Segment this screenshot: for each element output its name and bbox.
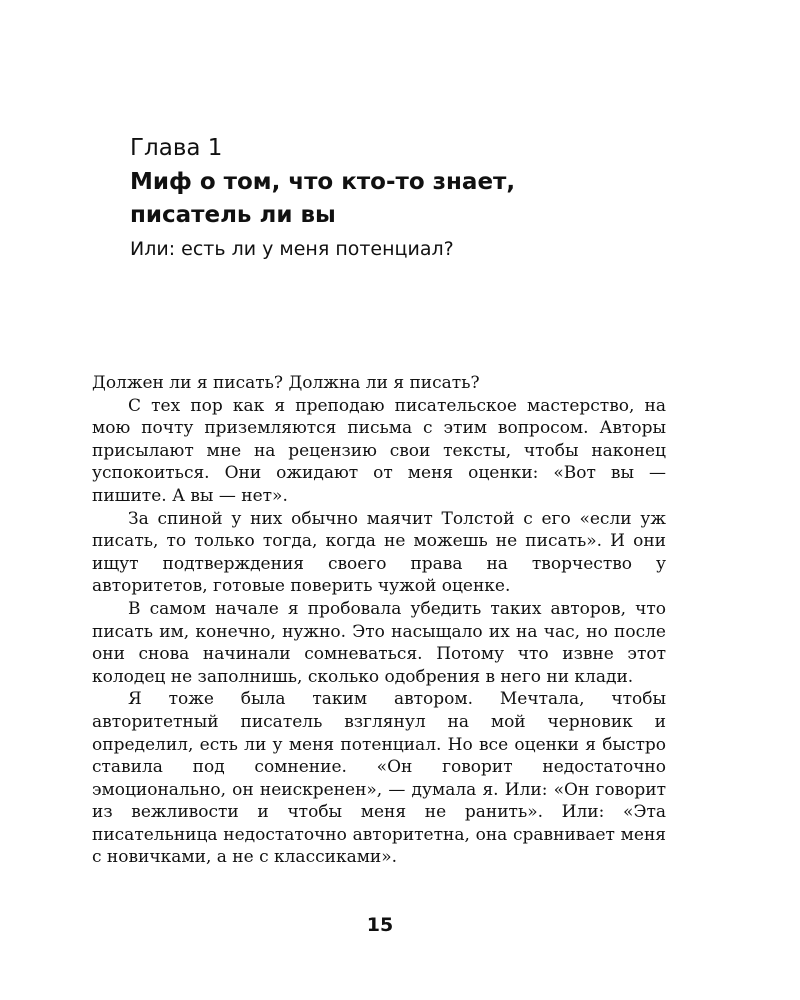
chapter-subtitle: Или: есть ли у меня потенциал? [130,238,454,260]
body-text [92,372,666,869]
paragraph-lead-question: Должен ли я писать? Должна ли я писать? [92,373,480,393]
paragraph: Я тоже была таким автором. Мечтала, чтобы авторитетный писатель взглянул на мой черновик и определил, есть ли у меня потенциал. Но все оценки я быстро ставила под сомнение. «Он говорит недостаточно эмоционально, он неискренен», — думала я. Или: «Он говорит из вежливости и чтобы меня не ранить». Или: «Эта писательница недостаточно авторитетна, она сравнивает меня с новичками, а не с классиками». [92,689,666,868]
paragraph: С тех пор как я преподаю писательское мастерство, на мою почту приземляются письма с этим вопросом. Авторы присылают мне на рецензию свои тексты, чтобы наконец успокоиться. Они ожидают от меня оценки: «Вот вы — пишите. А вы — нет». [92,395,666,506]
chapter-label: Глава 1 [130,135,223,161]
paragraph: За спиной у них обычно маячит Толстой с его «если уж писать, то только тогда, когда не можешь не писать». И они ищут подтверждения своего права на творчество у авторитетов, готовые поверить чужой оценке. [92,508,666,597]
chapter-title [130,166,690,232]
chapter-title-line-2: писатель ли вы [130,202,336,228]
chapter-header [130,133,690,263]
chapter-title-line-1: Миф о том, что кто-то знает, [130,169,516,195]
paragraph: В самом начале я пробовала убедить таких авторов, что писать им, конечно, нужно. Это насыщало их на час, но после они снова начинали сомневаться. Потому что извне этот колодец не заполнишь, сколько одобрения в него ни клади. [92,598,666,687]
page-number: 15 [366,914,394,936]
